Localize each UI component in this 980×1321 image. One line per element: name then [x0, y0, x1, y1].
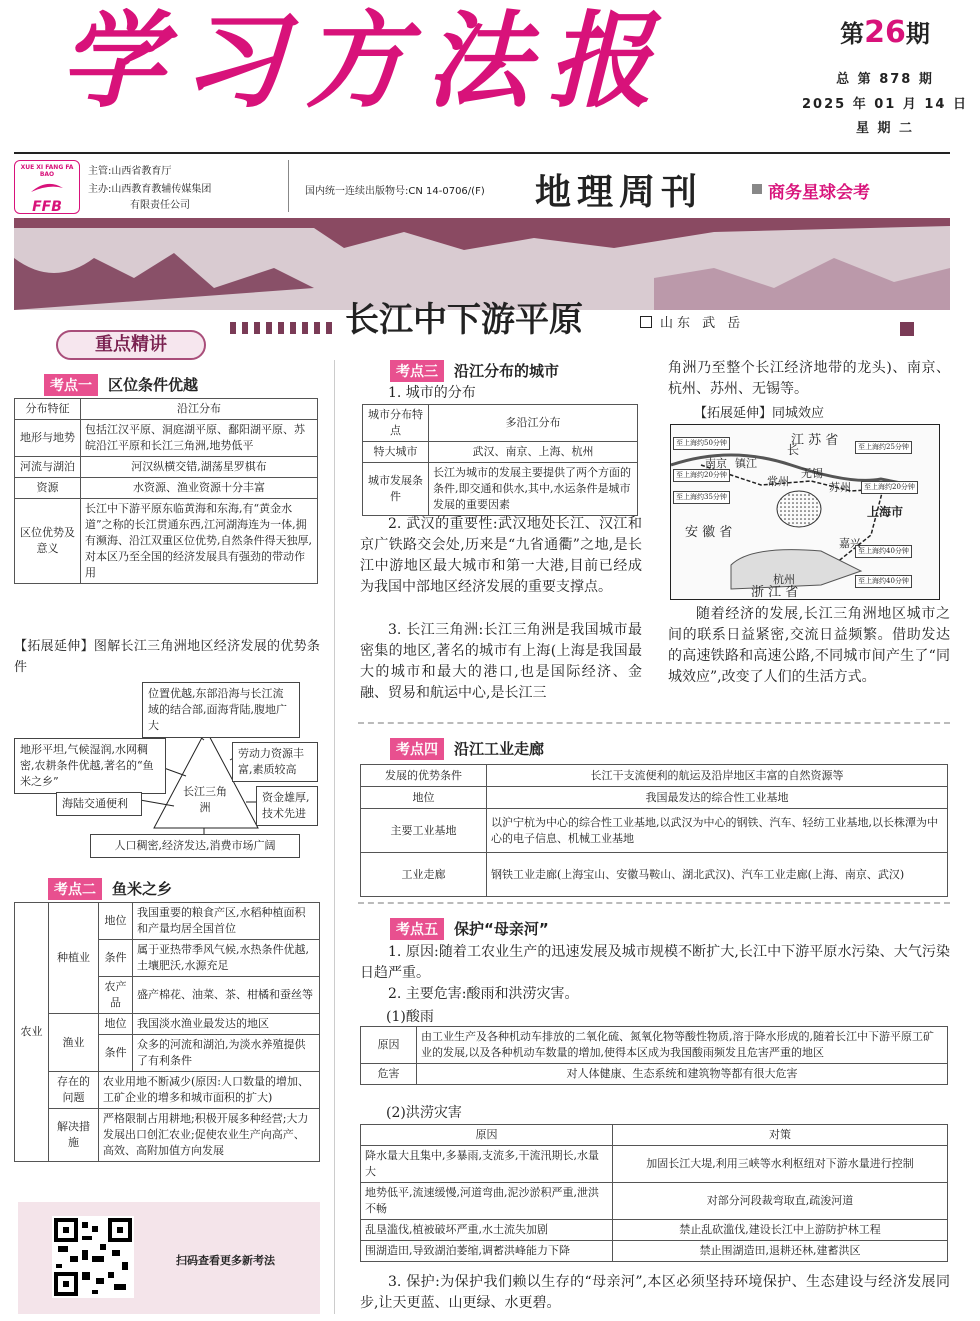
k3-header: 考点三 沿江分布的城市	[390, 360, 559, 382]
bullet-icon	[752, 184, 762, 194]
k1-extension: 【拓展延伸】图解长江三角洲地区经济发展的优势条件	[14, 639, 320, 675]
map-label-t3: 至上海约20分钟	[861, 481, 918, 494]
map-label-t7: 至上海约40分钟	[855, 575, 912, 588]
k4-header: 考点四 沿江工业走廊	[390, 738, 544, 760]
k1-header: 考点一 区位条件优越	[44, 374, 198, 396]
k1-table: 分布特征 沿江分布 地形与地势 包括江汉平原、洞庭湖平原、鄱阳湖平原、苏皖沿江平原和长江三角洲,地势低平 河流与湖泊 河汉纵横交错,湖荡星罗棋布 资源 水资源、渔业资源十分丰富 区位优势及意义 长江中下游平原东临黄海和东海,有“黄金水道”之称的长江贯通东西,江河湖海连为一体,拥有濒海、沿江双重区位优势,自然条件得天独厚,对本区乃至全国的经济发展具有强劲的带动作用	[14, 398, 318, 584]
author: 山东 武 岳	[660, 316, 745, 331]
article-title: 长江中下游平原	[345, 300, 583, 340]
k5-p3: 3. 保护:为保护我们赖以生存的“母亲河”,本区必须坚持环境保护、生态建设与经济发展同步,让天更蓝、山更绿、水更碧。	[360, 1274, 950, 1311]
map-zhenjiang: 镇江	[735, 457, 757, 470]
weekly-title: 地理周刊	[535, 172, 704, 213]
map-label-t4: 至上海约35分钟	[673, 491, 730, 504]
k3-sub1: 1. 城市的分布	[388, 385, 476, 401]
map-nanjing: 南京	[705, 457, 727, 470]
sponsor-line2: 有限责任公司	[130, 200, 190, 211]
map-zhejiang: 浙 江 省	[751, 585, 799, 600]
sponsor: 主办:山西教育教辅传媒集团	[88, 184, 212, 195]
k3-p3b: 角洲乃至整个长江经济地带的龙头)、南京、杭州、苏州、无锡等。	[668, 360, 950, 397]
map-hangzhou: 杭州	[773, 573, 795, 586]
title-decor	[230, 322, 338, 334]
k5-s1: (1)酸雨	[386, 1009, 434, 1025]
k3-table: 城市分布特点 多沿江分布 特大城市 武汉、南京、上海、杭州 城市发展条件 长江为城市的发展主要提供了两个方面的条件,即交通和供水,其中,水运条件是城市发展的重要因素	[362, 404, 638, 516]
map-jiangsu: 江 苏 省	[791, 433, 839, 448]
issue-date: 2025 年 01 月 14 日	[802, 97, 968, 112]
map-wuxi: 无锡	[801, 467, 823, 480]
k4-table: 发展的优势条件 长江干支流便利的航运及沿岸地区丰富的自然资源等 地位 我国最发达的综合性工业基地 主要工业基地 以沪宁杭为中心的综合性工业基地,以武汉为中心的钢铁、汽车、轻纺工业基地,以长株潭为中心的电子信息、机械工业基地 工业走廊 钢铁工业走廊(上海宝山、安徽马鞍山、湖北武汉)、汽车工业走廊(上海、南京、武汉)	[360, 764, 948, 897]
k5-p2: 2. 主要危害:酸雨和洪涝灾害。	[388, 986, 579, 1002]
map-label-t2: 至上海约25分钟	[855, 441, 912, 454]
map-label-t6: 至上海约40分钟	[855, 545, 912, 558]
k5-s2: (2)洪涝灾害	[386, 1105, 462, 1121]
diagram-left2: 海陆交通便利	[56, 792, 142, 816]
map-label-t1: 至上海约50分钟	[673, 437, 730, 450]
bird-logo-icon	[27, 178, 67, 196]
k3-p4: 随着经济的发展,长江三角洲地区城市之间的联系日益紧密,交流日益频繁。借助发达的高速铁路和高速公路,不同城市间产生了“同城效应”,改变了人们的生活方式。	[668, 606, 950, 685]
qr-caption: 扫码查看更多新考法	[176, 1254, 275, 1267]
issue-number: 第26期	[840, 15, 930, 50]
diagram-right1: 劳动力资源丰富,素质较高	[232, 742, 318, 782]
diagram-right2: 资金雄厚,技术先进	[256, 786, 318, 826]
k3-p3: 3. 长江三角洲:长江三角洲是我国城市最密集的地区,著名的城市有上海(上海是我国最大的城市和最大的港口,也是国际经济、金融、贸易和航运中心,是长江三	[360, 622, 642, 701]
yrd-map	[670, 424, 940, 600]
supervisor: 主管:山西省教育厅	[88, 166, 172, 177]
diagram-top: 位置优越,东部沿海与长江流域的结合部,面海背陆,腹地广大	[142, 682, 300, 738]
diagram-bottom: 人口稠密,经济发达,消费市场广阔	[90, 834, 300, 858]
map-changjiang: 长	[787, 443, 800, 457]
map-changzhou: 常州	[767, 475, 789, 488]
qr-panel	[18, 1202, 320, 1314]
map-shanghai: 上海市	[867, 505, 904, 519]
tagline: 商务星球会考	[768, 183, 870, 203]
diagram-left: 地形平坦,气候湿润,水网稠密,农耕条件优越,著名的“鱼米之乡”	[14, 738, 166, 794]
newspaper-logo: XUE XI FANG FA BAO FFB	[14, 160, 80, 214]
acid-rain-table: 原因 由工业生产及各种机动车排放的二氧化硫、氮氧化物等酸性物质,溶于降水形成的,随着长江中下游平原工矿业的发展,以及各种机动车数量的增加,使得本区成为我国酸雨频发且危害严重的地区 危害 对人体健康、生态系统和建筑物等都有很大危害	[360, 1026, 948, 1085]
weekday: 星 期 二	[855, 121, 915, 136]
k3-extension: 【拓展延伸】同城效应	[694, 406, 825, 421]
diagram-center: 长江三角洲	[183, 785, 227, 814]
k3-p2: 2. 武汉的重要性:武汉地处长江、汉江和京广铁路交会处,历来是“九省通衢”之地,是长江中游地区最大城市和第一大港,目前已经成为我国中部地区经济发展的重要支撑点。	[360, 516, 642, 595]
map-anhui: 安 徽 省	[685, 525, 733, 540]
square-icon	[640, 316, 652, 328]
k2-table: 农业 种植业 地位 我国重要的粮食产区,水稻种植面积和产量均居全国首位 条件 属于亚热带季风气候,水热条件优越,土壤肥沃,水源充足 农产品 盛产棉花、油菜、茶、柑橘和蚕丝等 渔业 地位 我国淡水渔业最发达的地区 条件 众多的河流和湖泊,为淡水养殖提供了有利条件 存在的问题 农业用地不断减少(原因:人口数量的增加、工矿企业的增多和城市面积的扩大) 解决措施 严格限制占用耕地;积极开展多种经营;大力发展出口创汇农业;促使农业生产向高产、高效、高附加值方向发展	[14, 902, 320, 1162]
qr-code-icon[interactable]	[52, 1216, 134, 1298]
map-jiaxing: 嘉兴	[839, 537, 861, 550]
k5-p1: 1. 原因:随着工农业生产的迅速发展及城市规模不断扩大,长江中下游平原水污染、大气污染日趋严重。	[360, 944, 950, 981]
masthead-title: 学习方法报	[60, 0, 671, 122]
title-decor-square	[900, 322, 914, 336]
k2-header: 考点二 鱼米之乡	[48, 878, 172, 900]
map-suzhou: 苏州	[829, 481, 851, 494]
flood-table: 原因 对策 降水量大且集中,多暴雨,支流多,干流汛期长,水量大 加固长江大堤,利用三峡等水利枢纽对下游水量进行控制 地势低平,流速缓慢,河道弯曲,泥沙淤积严重,泄洪不畅 对部分河段裁弯取直,疏浚河道 乱垦滥伐,植被破坏严重,水土流失加剧 禁止乱砍滥伐,建设长江中上游防护林工程 围湖造田,导致湖泊萎缩,调蓄洪峰能力下降 禁止围湖造田,退耕还林,建蓄洪区	[360, 1124, 948, 1262]
map-label-t5: 至上海约20分钟	[673, 469, 730, 482]
k5-header: 考点五 保护“母亲河”	[390, 918, 549, 940]
section-label: 重点精讲	[56, 330, 206, 360]
total-issue: 总 第 878 期	[836, 72, 934, 87]
cn-number: 国内统一连续出版物号:CN 14-0706/(F)	[305, 186, 485, 197]
